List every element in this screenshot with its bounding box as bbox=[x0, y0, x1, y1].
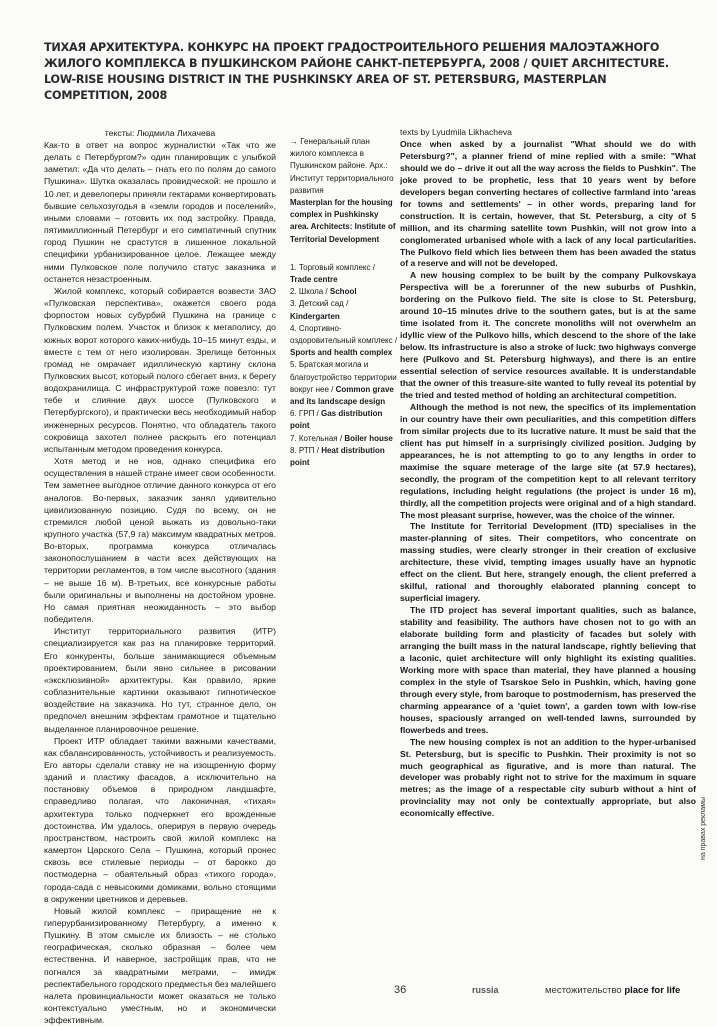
magazine-name bbox=[545, 985, 680, 996]
english-paragraph: The Institute for Territorial Development (ITD) specialises in the master-planning of sites. Their competitors, who concentrate on massing studies, were clearly stronger in their creation of exclusive architecture, these vivid, tempting images usually have an hypnotic effect on the client. But here, strangely enough, the client preferred a skilful, rational and thoroughly elaborated planning concept to superficial imagery. bbox=[400, 521, 696, 604]
english-paragraph: The new housing complex is not an addition to the hyper-urbanised St. Petersburg, but is specific to Pushkin. Their proximity is not so much geographical as figurative, and is more than natural. The developer was probably right not to strive for the maximum in square metres; as the image of a respectable city suburb without a hint of provinciality may not only be contextually appropriate, but also economically effective. bbox=[400, 736, 696, 819]
magazine-name-en: place for life bbox=[624, 985, 681, 996]
english-paragraph: Once when asked by a journalist "What should we do with Petersburg?", a planner friend of mine replied with a smile: "What should we do – drive it out all the way across the fields to Pushkin". The joke proved to be prophetic, less that 10 years went by before developers began converting hectares of collective farmland into 'areas for towns and settlements' – in other words, preparing land for construction. It is certain, however, that St. Petersburg, a city of 5 million, and its charming satellite town Pushkin, will not grow into a conglomerated urbanised whole with a lack of any local particularities. The Pulkovo field which lies between them has been awaded the status of a reserve and will not be developed. bbox=[400, 138, 696, 269]
english-byline: texts by Lyudmila Likhacheva bbox=[400, 127, 512, 137]
russian-paragraph: Институт территориального развития (ИТР) специализируется как раз на планировке территорий. Его конкуренты, больше занимающиеся объемным проектированием, были явно сильнее в рисовании «эксклюзивной» архитектуры. Как правило, яркие соблазнительные картинки оказывают гипнотическое воздействие на заказчика. Но тут, странное дело, он предпочел внешним эффектам грамотное и тщательно выделанное планировочное решение. bbox=[44, 626, 276, 734]
russian-paragraph: Новый жилой комплекс – приращение не к гиперурбанизированному Петербургу, а именно к Пушкину. В этом смысле их близость – не столько географическая, сколько образная – более чем естественна. И наверное, застройщик прав, что не погнался за квадратными метрами, – имидж респектабельного городского предместья без малейшего налета провинциальности может оказаться не только контекстуально уместным, но и экономически эффективным. bbox=[44, 905, 276, 1026]
legend-item: 8. РТП / Heat distribution point bbox=[290, 445, 385, 468]
page-footer bbox=[0, 984, 717, 1000]
plan-legend bbox=[290, 262, 398, 469]
advertisement-note: на правах рекламы bbox=[700, 796, 707, 860]
english-text-column bbox=[400, 127, 696, 820]
legend-item: 4. Спортивно-оздоровительный комплекс / Sports and health complex bbox=[290, 323, 398, 358]
legend-item: 6. ГРП / Gas distribution point bbox=[290, 409, 383, 431]
legend-item: 3. Детский сад / Kindergarten bbox=[290, 299, 349, 321]
caption-english: Masterplan for the housing complex in Pushkinsky area. Architects: Institute of Territorial Development bbox=[290, 198, 396, 244]
legend-item: 2. Школа / School bbox=[290, 287, 357, 297]
legend-item: 7. Котельная / Boiler house bbox=[290, 433, 393, 443]
russian-paragraph: Проект ИТР обладает такими важными качествами, как сбалансированность, устойчивость и реализуемость. Его авторы сделали ставку не на изощренную форму зданий и пластику фасадов, а исключительно на постановку объемов в природном ландшафте, справедливо полагая, что лаконичная, «тихая» архитектура только подчеркнет его врожденные достоинства. Им удалось, оперируя в первую очередь пространством, настроить свой жилой комплекс на камертон Царского Села – Пушкина, который пронес сквозь все стилевые периоды – от барокко до постмодерна – обаятельный образ «тихого города», города-сада с невысокими домиками, вольно стоящими в окружении цветников и деревьев. bbox=[44, 735, 276, 904]
russian-paragraph: Хотя метод и не нов, однако специфика его осуществления в нашей стране имеет свои особенности. Тем заметнее выгодное отличие данного конкурса от его аналогов. Во-первых, заказчик занял удивительно цивилизованную позицию. Судя по всему, он не стремился любой ценой выжать из довольно-таки крупного участка (57,9 га) максимум квадратных метров. Во-вторых, программа конкурса отличалась законопослушанием в части всех действующих на территории регламентов, в том числе высотного (здания – не выше 16 м). В-третьих, все конкурсные работы были оригинальны и выполнены на достойном уровне. Но самая приятная неожиданность – это выбор победителя. bbox=[44, 456, 276, 625]
magazine-name-ru: местожительство bbox=[545, 985, 622, 996]
english-paragraph: Although the method is not new, the specifics of its implementation in our country have their own peculiarities, and this competition differs from similar projects due to its lucrative nature. It must be said that the client has put himself in a surprisingly civilized position. Judging by appearances, he is not attempting to go to any lengths in order to maximise the square meterage of the large site (at 57.9 hectares), secondly, the program of the competition kept to all relevant territory regulations, including height regulations (the project is under 16 m), thirdly, all the competition projects were original and of a high standard. The most pleasant surprise, however, was the choice of the winner. bbox=[400, 401, 696, 520]
russian-byline: тексты: Людмила Лихачева bbox=[104, 128, 216, 138]
russian-paragraph: Как-то в ответ на вопрос журналистки «Так что же делать с Петербургом?» один планировщик с улыбкой заметил: «Да что делать – гнать его по полям до самого Пушкина». Шутка оказалась провидческой: не прошло и 10 лет, и девелоперы приняли гектарами конвертировать бывшие сельхозугодья в «земли городов и поселений», иными словами – готовить их под застройку. Правда, пятимиллионный Петербург и его симпатичный спутник город Пушкин не срастутся в лишенное локальной специфики урбанизированное целое. Лежащее между ними Пулковское поле получило статус заказника и останется незастроенным. bbox=[44, 140, 277, 284]
english-paragraph: A new housing complex to be built by the company Pulkovskaya Perspectiva will be a forerunner of the new suburbs of Pushkin, bordering on the Pulkovo field. The site is close to St. Petersburg, around 10–15 minutes drive to the southern gates, but is at the same time isolated from it. The concrete monoliths will not overwhelm an idyllic view of the Pulkovo hills, which descend to the shore of the lake below. Its infrastructure is also a stroke of luck: two highways converge here (Pulkovo and St. Petersburg highways), and there is an entire essential selection of service resources available. It is understandable that the owner of this treasure-site wanted to fully reveal its potential by the tried and tested method of holding an architectural competition. bbox=[400, 270, 696, 400]
legend-item: 5. Братская могила и благоустройство территории вокруг нее / Common grave and its landscape design bbox=[290, 360, 397, 407]
legend-item: 1. Торговый комплекс / Trade centre bbox=[290, 262, 375, 285]
russian-text-column bbox=[44, 127, 276, 1026]
image-caption-column bbox=[290, 136, 398, 469]
section-label: russia bbox=[472, 985, 499, 995]
caption-russian: → Генеральный план жилого комплекса в Пушкинском районе. Арх.: Институт территориального развития bbox=[290, 137, 394, 195]
russian-paragraph: Жилой комплекс, который собирается возвести ЗАО «Пулковская перспектива», окажется своего рода форпостом новых субурбий Пушкина на границе с Пулковским полем. Участок и близок к мегаполису, до южных ворот которого каких-нибудь 10–15 минут езды, и вместе с тем от него изолирован. Зрелище бетонных громад не омрачает идиллическую картину склона Пулковских высот, который пологo сбегает вниз, к берегу водохранилища. С инфраструктурой тоже повезло: тут тебе и слияние двух шоссе (Пулковского и Петербургского), и практически весь необходимый набор инженерных ресурсов. Понятно, что обладатель такого сокровища захотел полнее раскрыть его потенциал испытанным методом проведения конкурса. bbox=[44, 285, 276, 454]
english-paragraph: The ITD project has several important qualities, such as balance, stability and feasibility. The authors have chosen not to go with an elaborate building form and plasticity of facades but solely with arranging the built mass in the natural landscape, rightly believing that a laconic, quiet architecture will only highlight its existing qualities. Working more with space than material, they have planned a housing complex in the style of Tsarskoe Selo in Pushkin, which, having gone through every style, from baroque to postmodernism, has preserved the charming appearance of a 'quiet town', a garden town with low-rise houses, spaciously arranged on well-tended lawns, surrounded by flowerbeds and trees. bbox=[400, 605, 696, 735]
page-number: 36 bbox=[394, 984, 407, 996]
page-title: ТИХАЯ АРХИТЕКТУРА. КОНКУРС НА ПРОЕКТ ГРАДОСТРОИТЕЛЬНОГО РЕШЕНИЯ МАЛОЭТАЖНОГО ЖИЛОГО КОМПЛЕКСА В ПУШКИНСКОМ РАЙОНЕ САНКТ-ПЕТЕРБУРГА, 2008 / QUIET ARCHITECTURE. LOW-RISE HOUSING DISTRICT IN THE PUSHKINSKY AREA OF ST. PETERSBURG, MASTERPLAN COMPETITION, 2008 bbox=[44, 41, 669, 102]
